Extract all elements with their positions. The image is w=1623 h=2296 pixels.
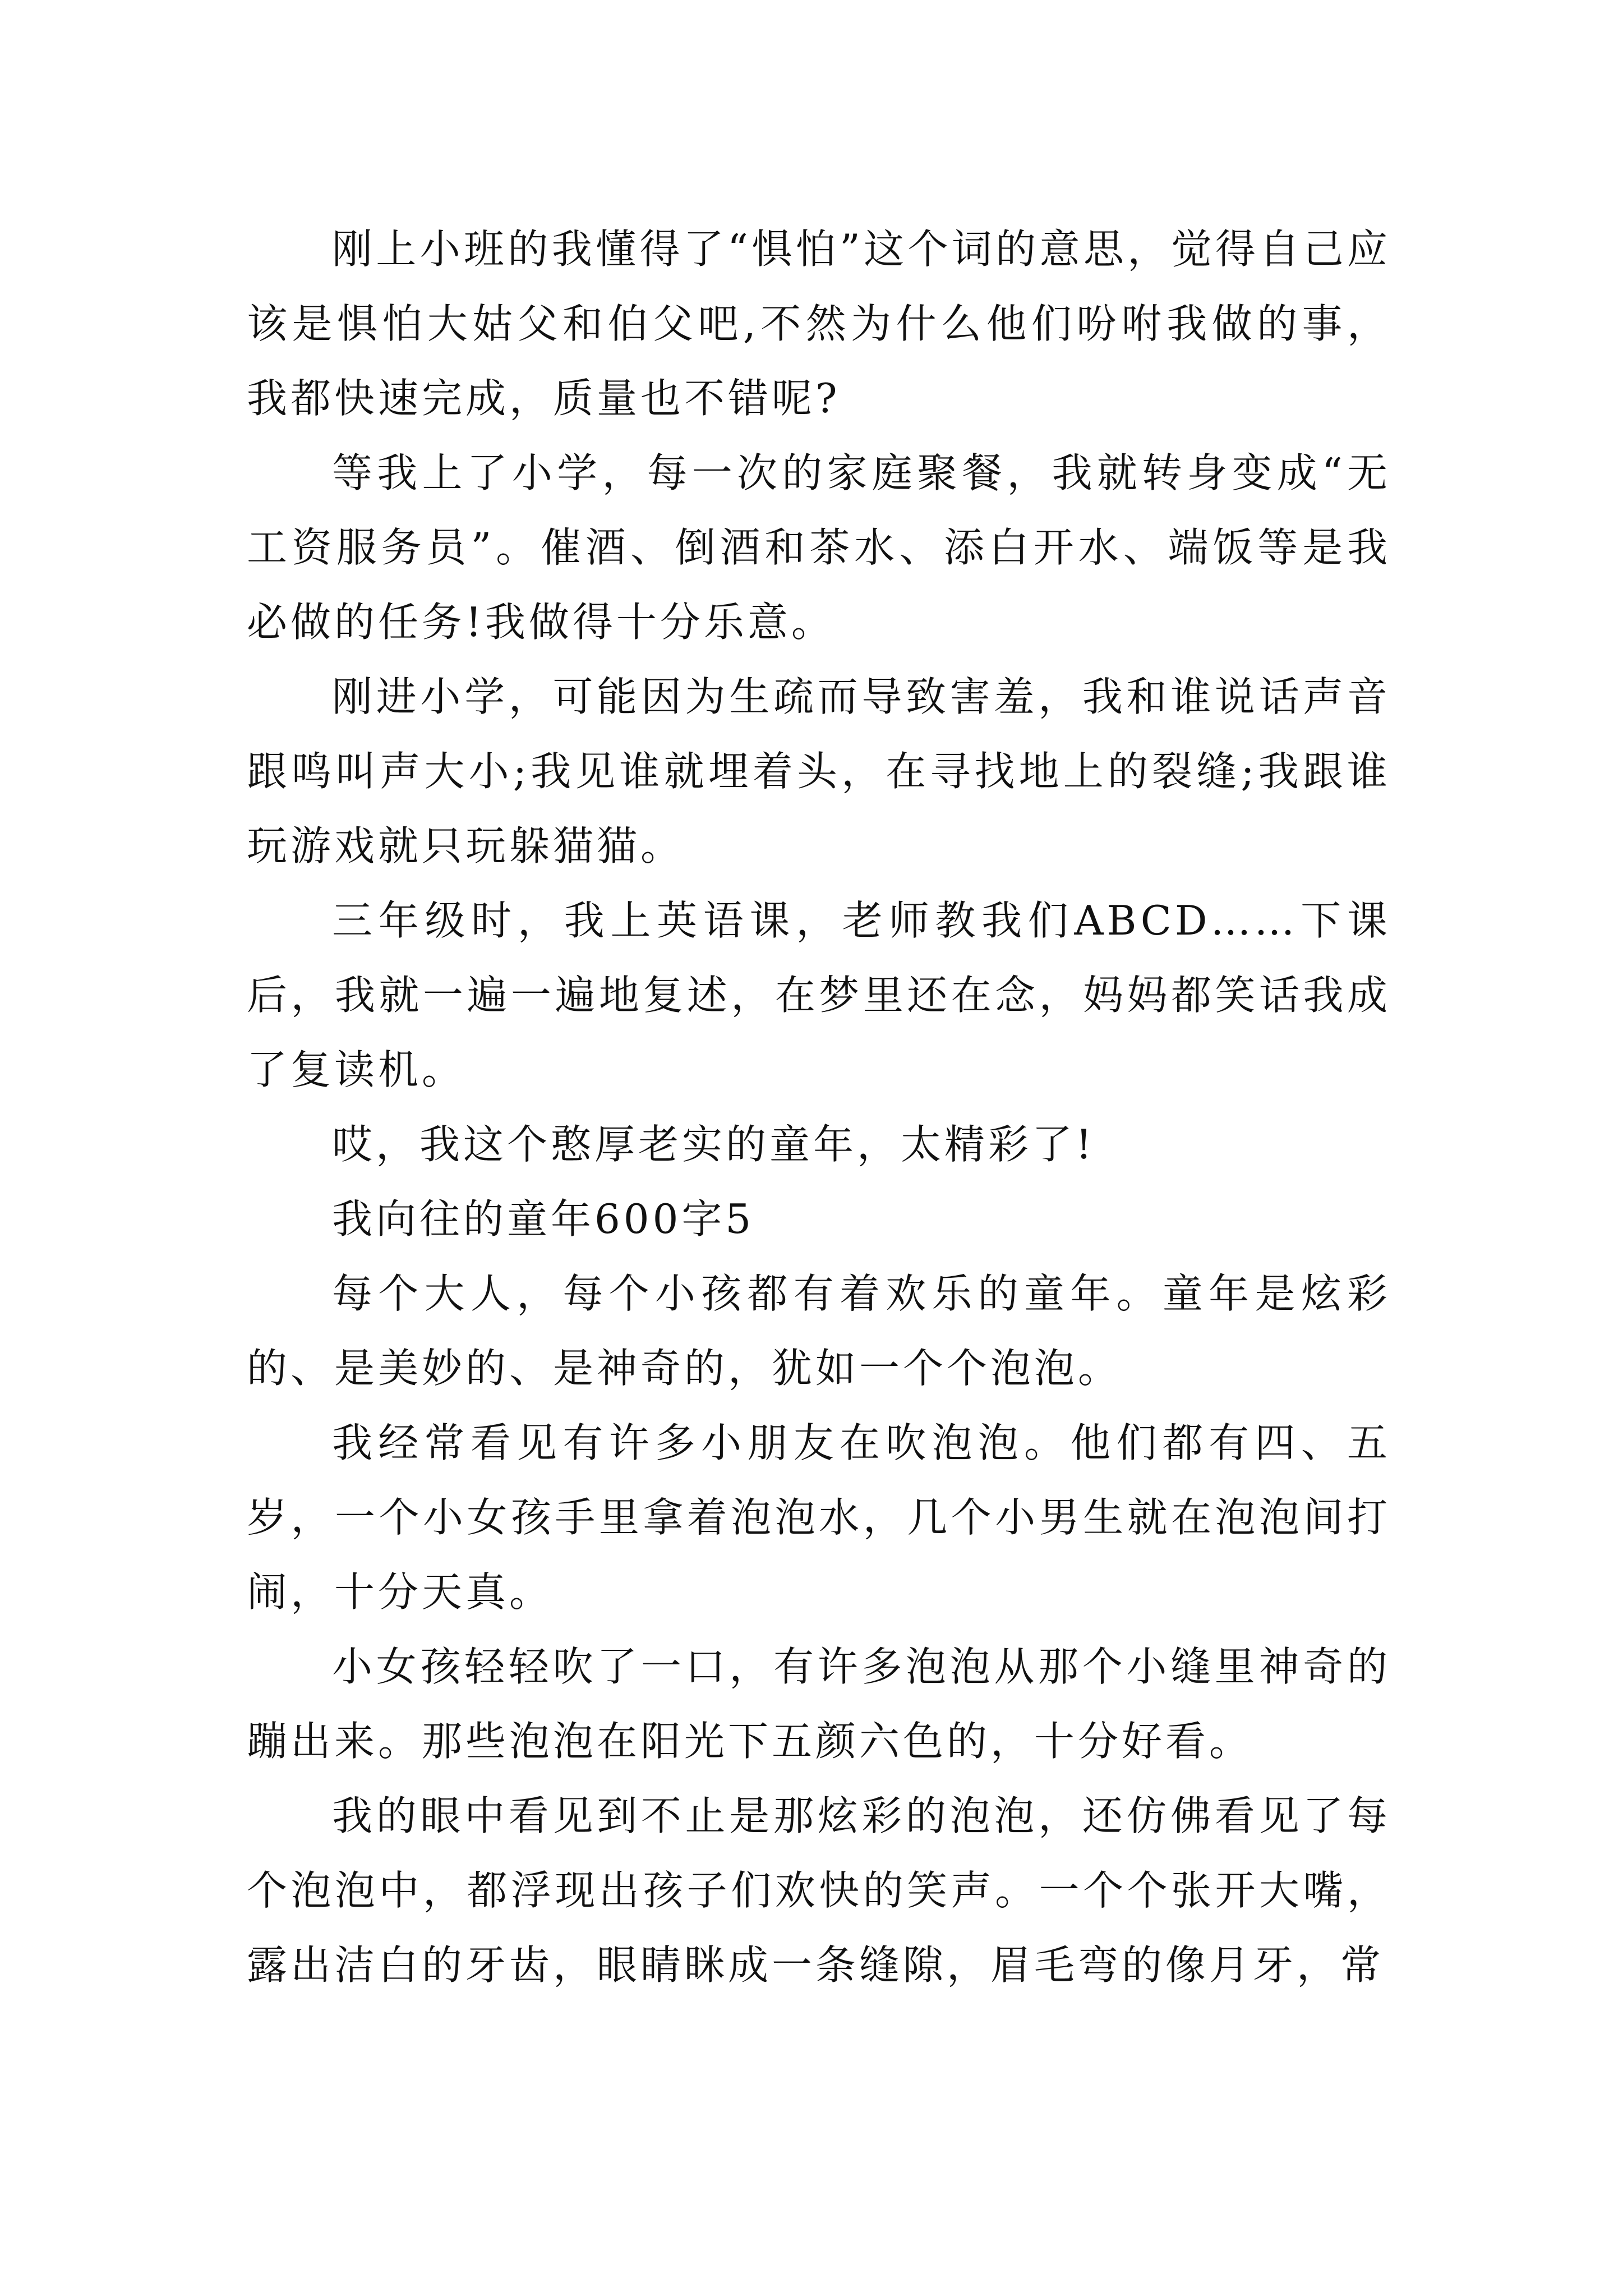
- paragraph-laughter: 我的眼中看见到不止是那炫彩的泡泡，还仿佛看见了每个泡泡中，都浮现出孩子们欢快的笑声。一个个张开大嘴，露出洁白的牙齿，眼睛眯成一条缝隙，眉毛弯的像月牙，常: [247, 1792, 1391, 1989]
- paragraph-girl-blows: 小女孩轻轻吹了一口，有许多泡泡从那个小缝里神奇的蹦出来。那些泡泡在阳光下五颜六色的，十分好看。: [247, 1643, 1391, 1765]
- paragraph-conclusion: 哎，我这个憨厚老实的童年，太精彩了!: [332, 1121, 1095, 1168]
- paragraph-fear: 刚上小班的我懂得了“惧怕”这个词的意思，觉得自己应该是惧怕大姑父和伯父吧,不然为什么他们吩咐我做的事，我都快速完成，质量也不错呢?: [247, 226, 1391, 422]
- document-body: [247, 212, 1391, 2003]
- paragraph-shy: 刚进小学，可能因为生疏而导致害羞，我和谁说话声音跟鸣叫声大小;我见谁就埋着头，在寻找地上的裂缝;我跟谁玩游戏就只玩躲猫猫。: [247, 673, 1391, 869]
- paragraph-waiter: 等我上了小学，每一次的家庭聚餐，我就转身变成“无工资服务员”。催酒、倒酒和茶水、添白开水、端饭等是我必做的任务!我做得十分乐意。: [247, 449, 1391, 646]
- section-title: 我向往的童年600字5: [332, 1195, 755, 1243]
- paragraph-childhood: 每个大人，每个小孩都有着欢乐的童年。童年是炫彩的、是美妙的、是神奇的，犹如一个个泡泡。: [247, 1270, 1391, 1392]
- paragraph-english: 三年级时，我上英语课，老师教我们ABCD……下课后，我就一遍一遍地复述，在梦里还在念，妈妈都笑话我成了复读机。: [247, 897, 1391, 1093]
- paragraph-bubbles: 我经常看见有许多小朋友在吹泡泡。他们都有四、五岁，一个小女孩手里拿着泡泡水，几个小男生就在泡泡间打闹，十分天真。: [247, 1419, 1391, 1616]
